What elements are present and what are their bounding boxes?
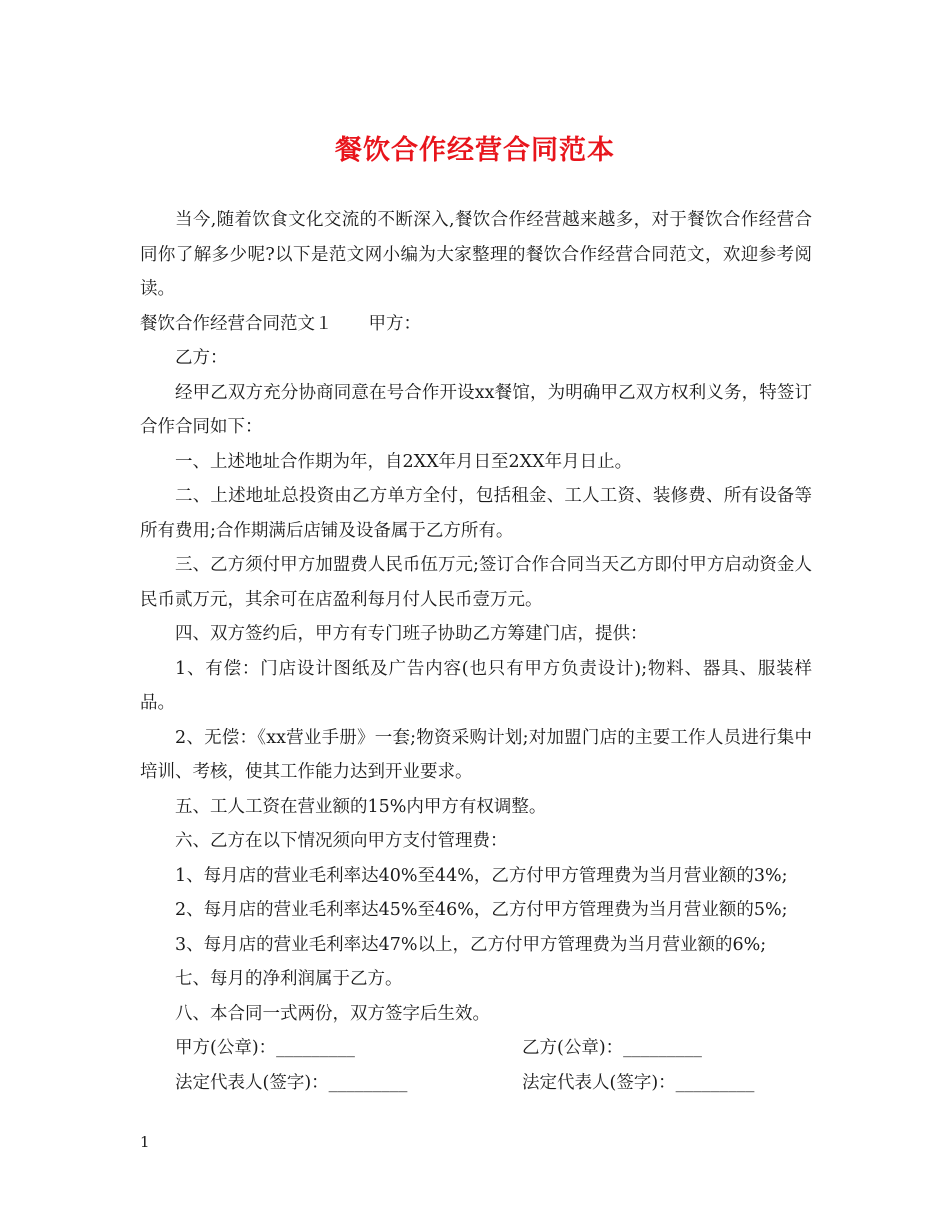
clause: 三、乙方须付甲方加盟费人民币伍万元;签订合作合同当天乙方即付甲方启动资金人民币贰万元，其余可在店盈利每月付人民币壹万元。 [140, 555, 812, 610]
clause: 六、乙方在以下情况须向甲方支付管理费： [175, 831, 508, 851]
document-body [140, 203, 812, 1100]
party-b-seal-field: 乙方(公章)：_________ [522, 1038, 702, 1058]
signature-row-seal [140, 1031, 812, 1066]
party-a-seal-field: 甲方(公章)：_________ [175, 1038, 355, 1058]
clause: 七、每月的净利润属于乙方。 [175, 969, 403, 989]
page-number: 1 [140, 1133, 150, 1151]
clause: 八、本合同一式两份，双方签字后生效。 [175, 1003, 490, 1024]
clause: 二、上述地址总投资由乙方单方全付，包括租金、工人工资、装修费、所有设备等所有费用;合作期满后店铺及设备属于乙方所有。 [140, 486, 812, 541]
clause: 2、每月店的营业毛利率达45%至46%，乙方付甲方管理费为当月营业额的5%; [175, 900, 788, 920]
clause: 1、每月店的营业毛利率达40%至44%，乙方付甲方管理费为当月营业额的3%; [175, 865, 788, 886]
section-title: 餐饮合作经营合同范文１ [140, 313, 333, 334]
party-a-label: 甲方： [368, 313, 421, 334]
section-heading-line [140, 307, 812, 342]
party-b-label: 乙方： [175, 348, 228, 368]
clause: 四、双方签约后，甲方有专门班子协助乙方筹建门店，提供： [175, 624, 648, 644]
intro-paragraph: 当今,随着饮食文化交流的不断深入,餐饮合作经营越来越多，对于餐饮合作经营合同你了解多少呢?以下是范文网小编为大家整理的餐饮合作经营合同范文，欢迎参考阅读。 [140, 210, 812, 299]
preamble-paragraph: 经甲乙双方充分协商同意在号合作开设xx餐馆，为明确甲乙双方权利义务，特签订合作合同如下： [140, 382, 812, 437]
clause: 一、上述地址合作期为年，自2XX年月日至2XX年月日止。 [175, 451, 633, 472]
clause: 3、每月店的营业毛利率达47%以上，乙方付甲方管理费为当月营业额的6%; [175, 934, 767, 955]
clause: 五、工人工资在营业额的15%内甲方有权调整。 [175, 796, 547, 817]
signature-row-representative [140, 1066, 812, 1101]
party-b-representative-field: 法定代表人(签字)：_________ [522, 1072, 755, 1093]
clause: 2、无偿：《xx营业手册》一套;物资采购计划;对加盟门店的主要工作人员进行集中培训、考核，使其工作能力达到开业要求。 [140, 727, 812, 782]
party-a-representative-field: 法定代表人(签字)：_________ [175, 1072, 408, 1093]
clause: 1、有偿：门店设计图纸及广告内容(也只有甲方负责设计);物料、器具、服装样品。 [140, 658, 812, 713]
document-title: 餐饮合作经营合同范本 [335, 135, 615, 166]
